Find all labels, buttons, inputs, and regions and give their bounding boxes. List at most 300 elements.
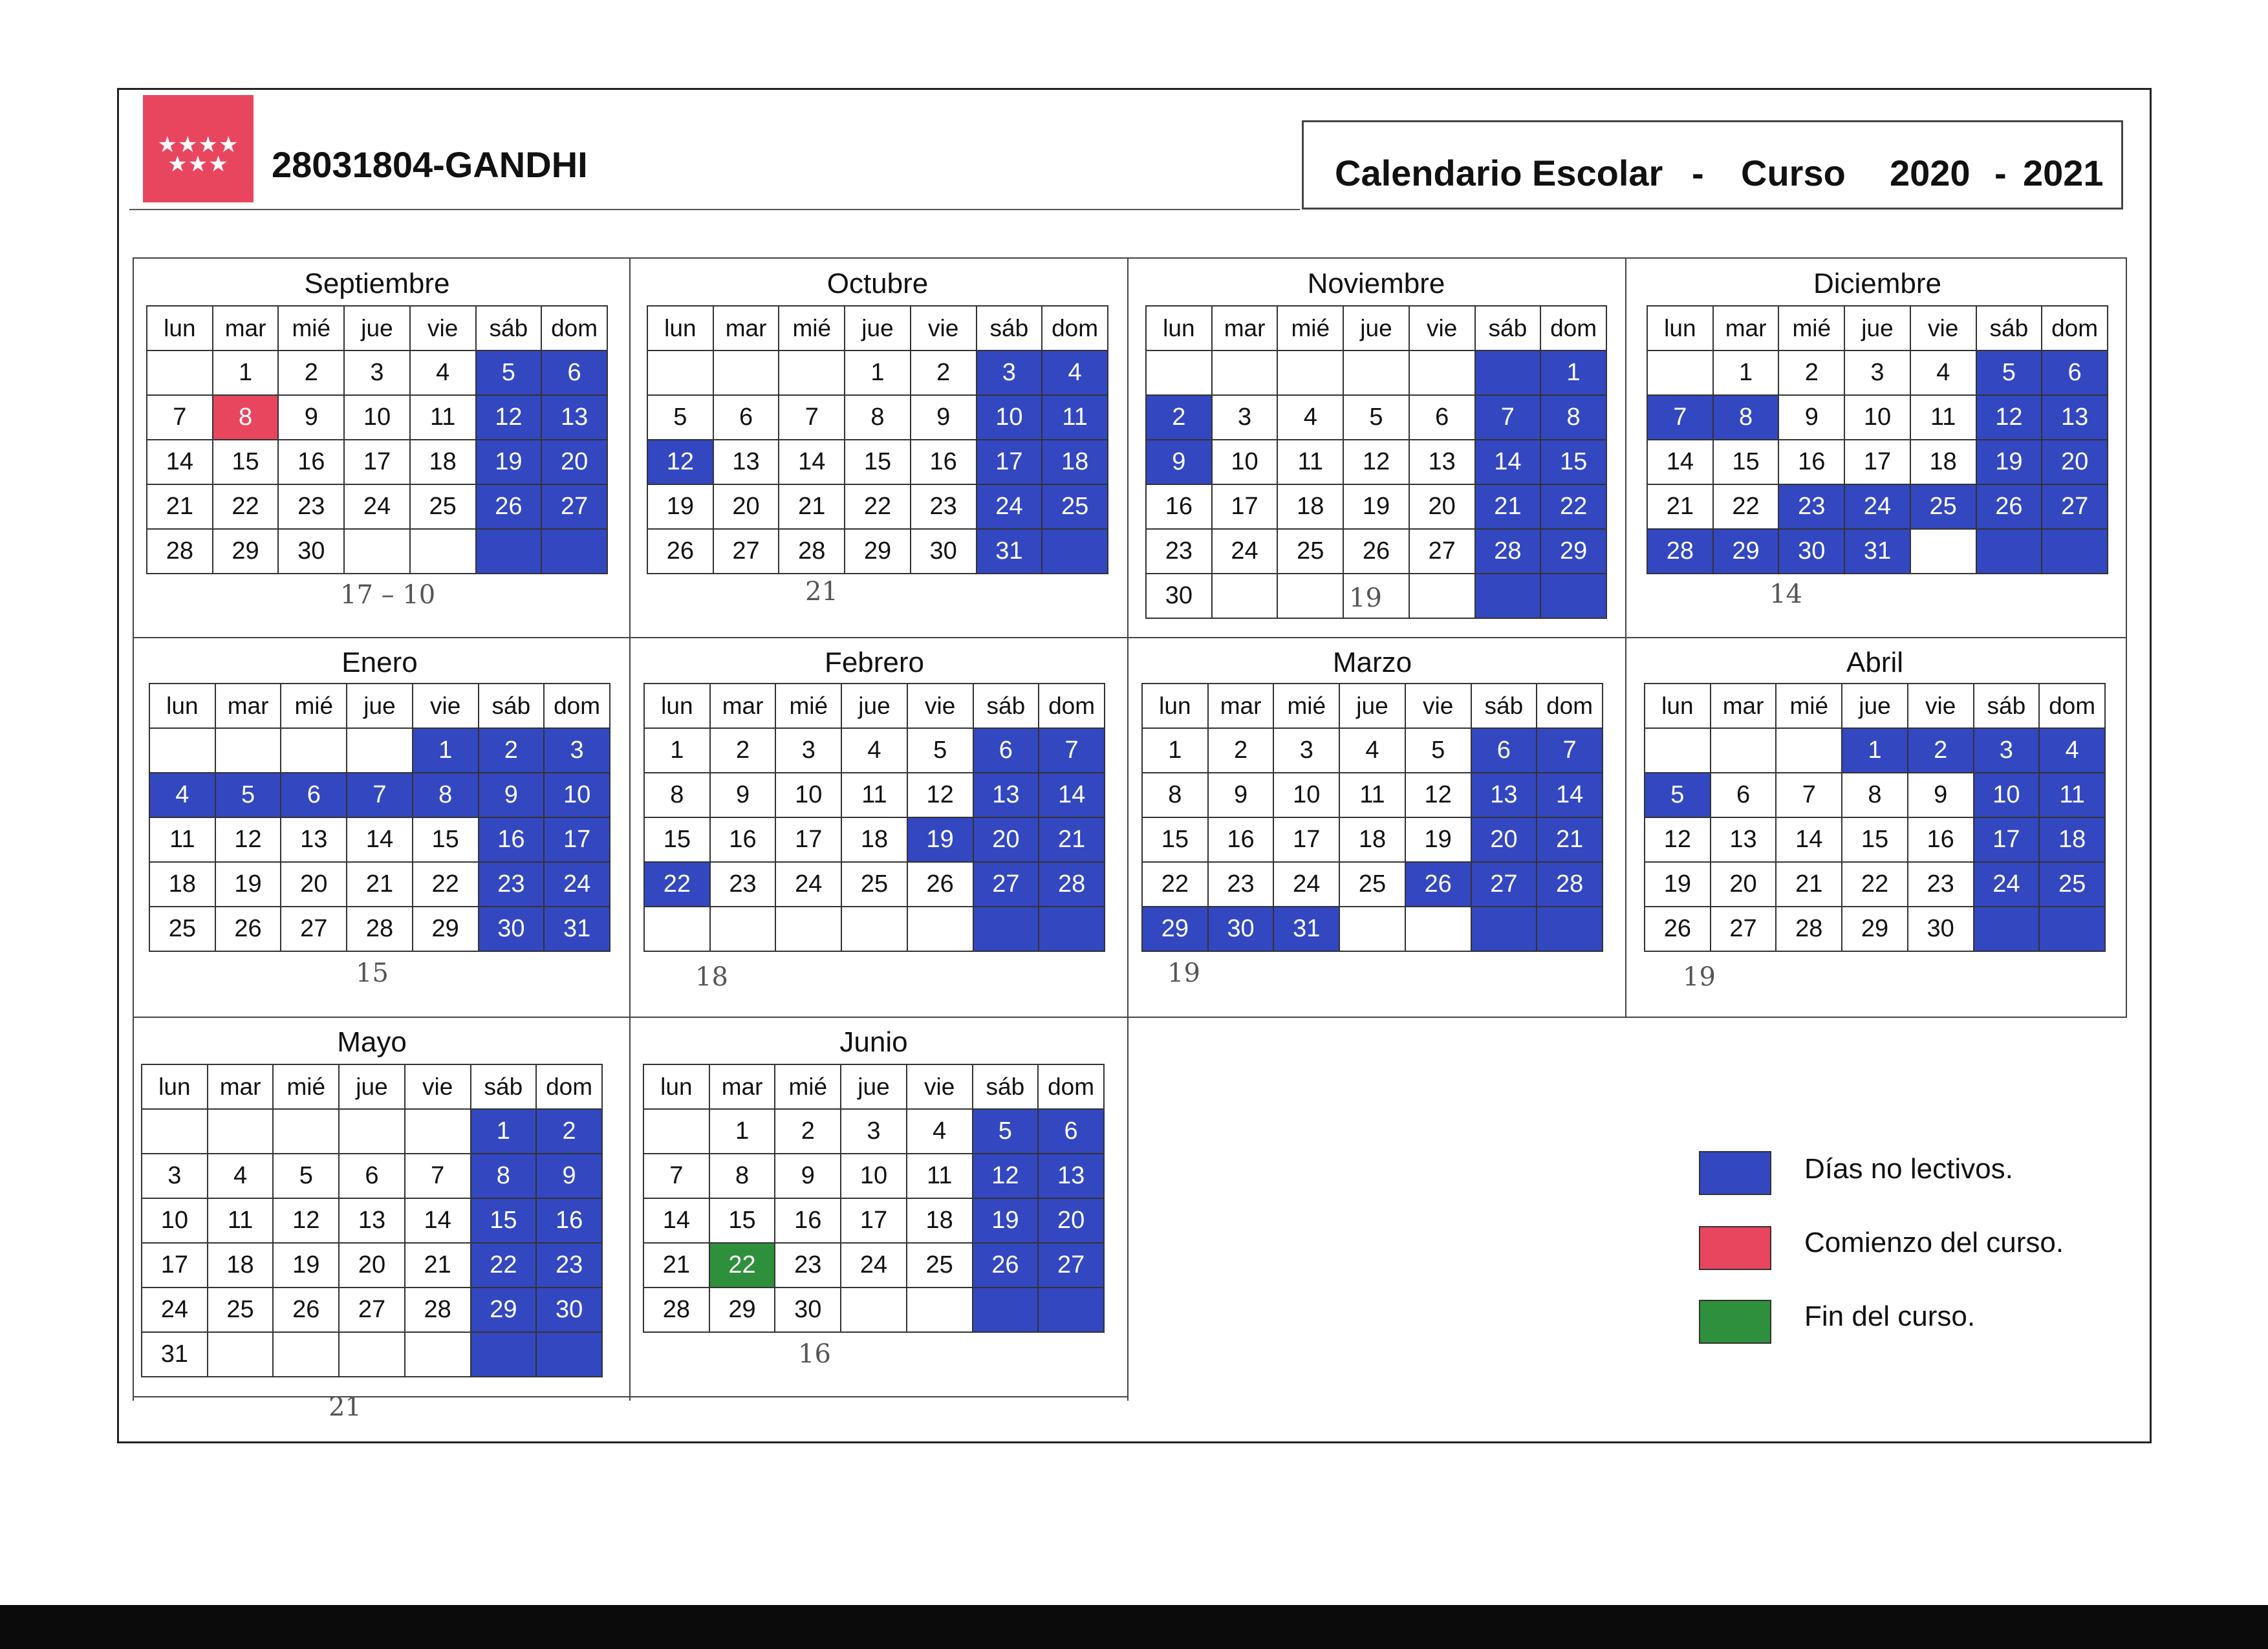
day-cell-no-lectivo	[471, 1332, 537, 1377]
weekday-header: lun	[647, 306, 713, 350]
day-cell: 16	[1778, 440, 1844, 484]
day-cell: 20	[1409, 484, 1475, 529]
day-cell-no-lectivo	[2039, 907, 2105, 951]
day-cell-no-lectivo: 26	[973, 1243, 1039, 1288]
header-divider	[129, 209, 1300, 210]
day-cell-no-lectivo: 15	[1540, 440, 1606, 484]
day-cell-no-lectivo: 14	[1537, 773, 1603, 817]
day-cell	[147, 350, 213, 395]
day-cell: 7	[779, 395, 845, 440]
handwritten-day-count: 19	[1167, 958, 1200, 988]
day-cell-no-lectivo: 17	[977, 440, 1042, 484]
day-cell-no-lectivo: 8	[471, 1154, 537, 1198]
weekday-header-row	[643, 1064, 1104, 1109]
day-cell: 7	[147, 395, 213, 440]
day-cell-no-lectivo: 25	[1910, 484, 1976, 529]
weekday-header: vie	[1908, 684, 1974, 728]
day-cell-no-lectivo: 7	[1475, 395, 1541, 440]
legend-label-fin: Fin del curso.	[1804, 1300, 1976, 1332]
day-cell-no-lectivo: 30	[1208, 907, 1274, 951]
weekday-header: jue	[1339, 684, 1405, 728]
day-cell: 10	[775, 773, 841, 817]
day-cell: 18	[841, 817, 907, 862]
weekday-header: sáb	[479, 684, 545, 728]
day-cell: 20	[281, 862, 347, 907]
day-cell: 2	[1778, 350, 1844, 395]
day-cell: 10	[344, 395, 410, 440]
day-cell: 2	[911, 350, 977, 395]
day-cell: 20	[1711, 862, 1777, 907]
day-cell-no-lectivo: 27	[541, 484, 607, 529]
handwritten-day-count: 15	[356, 958, 389, 988]
day-cell: 27	[1409, 529, 1475, 574]
day-cell: 28	[147, 529, 213, 574]
day-cell-no-lectivo: 27	[2042, 484, 2108, 529]
day-cell-no-lectivo: 1	[413, 728, 479, 773]
day-cell-no-lectivo: 28	[1475, 529, 1541, 574]
week-row	[142, 1243, 602, 1288]
day-cell-no-lectivo: 26	[1405, 862, 1471, 907]
week-row	[149, 862, 610, 907]
day-cell: 17	[841, 1198, 907, 1243]
day-cell-no-lectivo: 13	[2042, 395, 2108, 440]
day-cell-no-lectivo: 19	[1976, 440, 2042, 484]
weekday-header: sáb	[1471, 684, 1537, 728]
day-cell: 12	[1405, 773, 1471, 817]
week-row	[147, 484, 607, 529]
day-cell-no-lectivo: 5	[1976, 350, 2042, 395]
curso-label: Curso	[1741, 153, 1846, 193]
day-cell-no-lectivo: 7	[1039, 728, 1105, 773]
day-cell: 28	[779, 529, 845, 574]
day-cell-no-lectivo: 5	[1645, 773, 1711, 817]
day-cell: 24	[841, 1243, 907, 1288]
year-dash: -	[1994, 153, 2007, 193]
week-row	[644, 907, 1105, 951]
day-cell: 11	[208, 1198, 274, 1243]
weekday-header: sáb	[973, 1064, 1039, 1109]
weekday-header: lun	[1647, 306, 1713, 350]
weekday-header: sáb	[1974, 684, 2040, 728]
day-cell: 3	[841, 1109, 907, 1154]
calendar-title: Calendario Escolar	[1335, 153, 1663, 193]
day-cell-no-lectivo: 12	[973, 1154, 1039, 1198]
week-row	[1142, 773, 1603, 817]
day-cell: 1	[709, 1109, 775, 1154]
day-cell-no-lectivo: 15	[471, 1198, 537, 1243]
day-cell: 30	[1908, 907, 1974, 951]
weekday-header: dom	[1039, 684, 1105, 728]
weekday-header: mié	[281, 684, 347, 728]
weekday-header-row	[149, 684, 610, 728]
day-cell: 23	[775, 1243, 841, 1288]
handwritten-day-count: 21	[329, 1392, 362, 1422]
day-cell: 16	[278, 440, 344, 484]
day-cell: 15	[1713, 440, 1779, 484]
day-cell-no-lectivo: 2	[479, 728, 545, 773]
weekday-header: lun	[142, 1064, 208, 1109]
day-cell: 17	[1844, 440, 1910, 484]
day-cell-no-lectivo: 20	[2042, 440, 2108, 484]
day-cell	[339, 1109, 405, 1154]
weekday-header: jue	[1844, 306, 1910, 350]
day-cell-no-lectivo: 6	[281, 773, 347, 817]
month-calendar-table	[1141, 683, 1603, 952]
week-row	[1146, 484, 1606, 529]
day-cell-no-lectivo: 6	[1038, 1109, 1104, 1154]
week-row	[647, 350, 1108, 395]
day-cell: 25	[1339, 862, 1405, 907]
day-cell	[344, 529, 410, 574]
week-row	[147, 395, 607, 440]
day-cell-no-lectivo: 12	[647, 440, 713, 484]
day-cell-no-lectivo: 2	[1146, 395, 1212, 440]
weekday-header: vie	[907, 684, 973, 728]
week-row	[643, 1198, 1104, 1243]
day-cell-no-lectivo	[476, 529, 542, 574]
weekday-header: dom	[2039, 684, 2105, 728]
week-row	[1142, 862, 1603, 907]
day-cell-no-lectivo	[536, 1332, 602, 1377]
day-cell: 1	[213, 350, 279, 395]
week-row	[1645, 862, 2105, 907]
day-cell: 23	[911, 484, 977, 529]
weekday-header: lun	[644, 684, 710, 728]
week-row	[1146, 440, 1606, 484]
handwritten-day-count: 16	[798, 1339, 831, 1369]
weekday-header: mié	[775, 684, 841, 728]
month-calendar-table	[146, 305, 608, 574]
weekday-header: mar	[1208, 684, 1274, 728]
legend-label-comienzo: Comienzo del curso.	[1804, 1227, 2064, 1258]
day-cell: 7	[643, 1154, 709, 1198]
day-cell: 11	[1277, 440, 1343, 484]
day-cell-no-lectivo: 23	[479, 862, 545, 907]
weekday-header: lun	[149, 684, 215, 728]
day-cell: 14	[1776, 817, 1842, 862]
day-cell	[405, 1332, 471, 1377]
day-cell-no-lectivo	[1039, 907, 1105, 951]
day-cell-no-lectivo: 17	[544, 817, 610, 862]
day-cell-no-lectivo: 3	[544, 728, 610, 773]
weekday-header: vie	[1910, 306, 1976, 350]
day-cell: 21	[779, 484, 845, 529]
day-cell	[1409, 574, 1475, 618]
day-cell: 27	[1711, 907, 1777, 951]
day-cell: 27	[713, 529, 779, 574]
day-cell: 14	[147, 440, 213, 484]
weekday-header: dom	[1042, 306, 1108, 350]
day-cell-no-lectivo: 30	[1778, 529, 1844, 574]
day-cell: 13	[713, 440, 779, 484]
day-cell: 4	[1910, 350, 1976, 395]
week-row	[142, 1109, 602, 1154]
day-cell-no-lectivo	[1475, 350, 1541, 395]
week-row	[647, 440, 1108, 484]
week-row	[643, 1154, 1104, 1198]
week-row	[1645, 728, 2105, 773]
day-cell: 19	[647, 484, 713, 529]
day-cell: 18	[1910, 440, 1976, 484]
day-cell-no-lectivo: 24	[544, 862, 610, 907]
day-cell-no-lectivo: 26	[476, 484, 542, 529]
week-row	[149, 907, 610, 951]
day-cell: 17	[775, 817, 841, 862]
day-cell: 23	[1146, 529, 1212, 574]
day-cell	[273, 1109, 339, 1154]
day-cell: 4	[907, 1109, 973, 1154]
day-cell: 22	[1842, 862, 1908, 907]
day-cell-no-lectivo: 26	[1976, 484, 2042, 529]
week-row	[1645, 817, 2105, 862]
day-cell	[1277, 574, 1343, 618]
day-cell-no-lectivo: 2	[536, 1109, 602, 1154]
day-cell: 4	[841, 728, 907, 773]
day-cell: 10	[1212, 440, 1278, 484]
weekday-header: jue	[344, 306, 410, 350]
school-name: 28031804-GANDHI	[272, 144, 588, 185]
weekday-header-row	[647, 306, 1108, 350]
week-row	[643, 1109, 1104, 1154]
day-cell: 10	[142, 1198, 208, 1243]
day-cell: 16	[911, 440, 977, 484]
grid-line	[1127, 257, 1129, 1401]
day-cell: 16	[1208, 817, 1274, 862]
day-cell	[841, 907, 907, 951]
day-cell: 3	[775, 728, 841, 773]
weekday-header: mié	[775, 1064, 841, 1109]
day-cell: 16	[1908, 817, 1974, 862]
day-cell	[1645, 728, 1711, 773]
day-cell-no-lectivo	[2042, 529, 2108, 574]
weekday-header: jue	[1842, 684, 1908, 728]
day-cell: 26	[1343, 529, 1409, 574]
week-row	[644, 817, 1105, 862]
day-cell: 29	[413, 907, 479, 951]
day-cell-no-lectivo: 2	[1908, 728, 1974, 773]
week-row	[1647, 440, 2108, 484]
day-cell: 18	[208, 1243, 274, 1288]
week-row	[1142, 728, 1603, 773]
weekday-header-row	[147, 306, 607, 350]
day-cell-no-lectivo: 6	[1471, 728, 1537, 773]
day-cell: 13	[281, 817, 347, 862]
day-cell: 26	[273, 1288, 339, 1332]
weekday-header-row	[1647, 306, 2108, 350]
day-cell: 30	[1146, 574, 1212, 618]
day-cell	[410, 529, 476, 574]
weekday-header: mié	[779, 306, 845, 350]
day-cell-no-lectivo: 31	[1273, 907, 1339, 951]
day-cell: 11	[907, 1154, 973, 1198]
day-cell-no-lectivo: 24	[1974, 862, 2040, 907]
weekday-header: mar	[208, 1064, 274, 1109]
day-cell-no-lectivo: 22	[644, 862, 710, 907]
month-name: Marzo	[1332, 647, 1412, 678]
day-cell-no-lectivo: 28	[1647, 529, 1713, 574]
weekday-header: lun	[147, 306, 213, 350]
day-cell: 8	[1842, 773, 1908, 817]
day-cell-no-lectivo	[1475, 574, 1541, 618]
day-cell: 6	[1711, 773, 1777, 817]
weekday-header: mar	[709, 1064, 775, 1109]
day-cell: 23	[1208, 862, 1274, 907]
day-cell	[1343, 350, 1409, 395]
day-cell: 28	[1776, 907, 1842, 951]
day-cell: 6	[1409, 395, 1475, 440]
day-cell: 9	[1778, 395, 1844, 440]
week-row	[149, 817, 610, 862]
day-cell: 14	[347, 817, 413, 862]
day-cell: 15	[709, 1198, 775, 1243]
day-cell-no-lectivo: 13	[1471, 773, 1537, 817]
day-cell: 1	[845, 350, 911, 395]
day-cell-no-lectivo	[1471, 907, 1537, 951]
day-cell-no-lectivo	[1974, 907, 2040, 951]
day-cell-no-lectivo: 30	[479, 907, 545, 951]
week-row	[1146, 350, 1606, 395]
day-cell: 16	[1146, 484, 1212, 529]
day-cell: 19	[273, 1243, 339, 1288]
day-cell-no-lectivo: 9	[479, 773, 545, 817]
legend-swatch-no-lectivos	[1699, 1151, 1771, 1195]
month-calendar-table	[643, 683, 1105, 952]
day-cell: 22	[1713, 484, 1779, 529]
day-cell: 11	[1339, 773, 1405, 817]
weekday-header: vie	[911, 306, 977, 350]
day-cell: 29	[213, 529, 279, 574]
day-cell-no-lectivo: 4	[2039, 728, 2105, 773]
day-cell: 30	[775, 1288, 841, 1332]
grid-line	[629, 257, 631, 1401]
weekday-header: vie	[1409, 306, 1475, 350]
day-cell-no-lectivo: 24	[1844, 484, 1910, 529]
day-cell: 24	[1273, 862, 1339, 907]
week-row	[1647, 529, 2108, 574]
month-calendar-table	[643, 1064, 1105, 1333]
weekday-header: mié	[273, 1064, 339, 1109]
month-calendar-table	[141, 1064, 603, 1377]
weekday-header: lun	[643, 1064, 709, 1109]
day-cell: 20	[339, 1243, 405, 1288]
day-cell: 14	[1647, 440, 1713, 484]
day-cell-no-lectivo: 10	[977, 395, 1042, 440]
day-cell: 16	[775, 1198, 841, 1243]
day-cell-no-lectivo: 6	[541, 350, 607, 395]
day-cell: 22	[213, 484, 279, 529]
weekday-header-row	[1645, 684, 2105, 728]
week-row	[1142, 907, 1603, 951]
weekday-header: mar	[215, 684, 281, 728]
day-cell: 4	[410, 350, 476, 395]
weekday-header: jue	[841, 684, 907, 728]
day-cell	[1212, 574, 1278, 618]
week-row	[1645, 773, 2105, 817]
day-cell-no-lectivo: 20	[1038, 1198, 1104, 1243]
week-row	[1647, 484, 2108, 529]
day-cell: 26	[215, 907, 281, 951]
day-cell: 10	[841, 1154, 907, 1198]
week-row	[142, 1154, 602, 1198]
day-cell: 5	[1343, 395, 1409, 440]
day-cell: 8	[644, 773, 710, 817]
day-cell: 3	[344, 350, 410, 395]
weekday-header: sáb	[476, 306, 542, 350]
day-cell: 3	[1212, 395, 1278, 440]
day-cell-no-lectivo: 14	[1475, 440, 1541, 484]
day-cell: 29	[709, 1288, 775, 1332]
day-cell: 18	[149, 862, 215, 907]
day-cell: 15	[413, 817, 479, 862]
day-cell: 15	[213, 440, 279, 484]
day-cell: 5	[647, 395, 713, 440]
day-cell-no-lectivo: 27	[1038, 1243, 1104, 1288]
day-cell: 1	[1713, 350, 1779, 395]
month-calendar-table	[149, 683, 610, 952]
month-name: Junio	[839, 1026, 908, 1058]
day-cell-comienzo: 8	[213, 395, 279, 440]
weekday-header-row	[644, 684, 1105, 728]
day-cell-no-lectivo: 5	[973, 1109, 1039, 1154]
day-cell-no-lectivo: 20	[973, 817, 1039, 862]
weekday-header: vie	[1405, 684, 1471, 728]
day-cell: 13	[1711, 817, 1777, 862]
day-cell-no-lectivo: 14	[1039, 773, 1105, 817]
weekday-header: vie	[907, 1064, 973, 1109]
title-box	[1302, 120, 2123, 210]
day-cell	[405, 1109, 471, 1154]
day-cell: 31	[142, 1332, 208, 1377]
day-cell-no-lectivo	[541, 529, 607, 574]
day-cell-no-lectivo: 30	[536, 1288, 602, 1332]
day-cell-no-lectivo: 6	[2042, 350, 2108, 395]
day-cell	[841, 1288, 907, 1332]
weekday-header: jue	[347, 684, 413, 728]
day-cell: 12	[1343, 440, 1409, 484]
day-cell: 10	[1844, 395, 1910, 440]
weekday-header: jue	[1343, 306, 1409, 350]
day-cell: 17	[344, 440, 410, 484]
day-cell: 19	[1343, 484, 1409, 529]
day-cell: 19	[215, 862, 281, 907]
day-cell: 26	[1645, 907, 1711, 951]
day-cell-no-lectivo: 29	[471, 1288, 537, 1332]
weekday-header: mar	[1711, 684, 1777, 728]
day-cell	[907, 907, 973, 951]
weekday-header-row	[1142, 684, 1603, 728]
week-row	[147, 529, 607, 574]
week-row	[142, 1288, 602, 1332]
weekday-header: mar	[713, 306, 779, 350]
day-cell: 5	[907, 728, 973, 773]
day-cell-no-lectivo: 19	[907, 817, 973, 862]
day-cell: 15	[1842, 817, 1908, 862]
day-cell: 28	[643, 1288, 709, 1332]
week-row	[1645, 907, 2105, 951]
day-cell-no-lectivo	[973, 1288, 1039, 1332]
day-cell-no-lectivo: 9	[536, 1154, 602, 1198]
legend-label-no-lectivos: Días no lectivos.	[1804, 1153, 2013, 1185]
day-cell-no-lectivo: 17	[1974, 817, 2040, 862]
week-row	[647, 395, 1108, 440]
day-cell-no-lectivo: 3	[977, 350, 1042, 395]
day-cell: 19	[1405, 817, 1471, 862]
day-cell: 9	[775, 1154, 841, 1198]
day-cell: 21	[347, 862, 413, 907]
day-cell: 16	[710, 817, 776, 862]
week-row	[1146, 395, 1606, 440]
weekday-header: dom	[1038, 1064, 1104, 1109]
